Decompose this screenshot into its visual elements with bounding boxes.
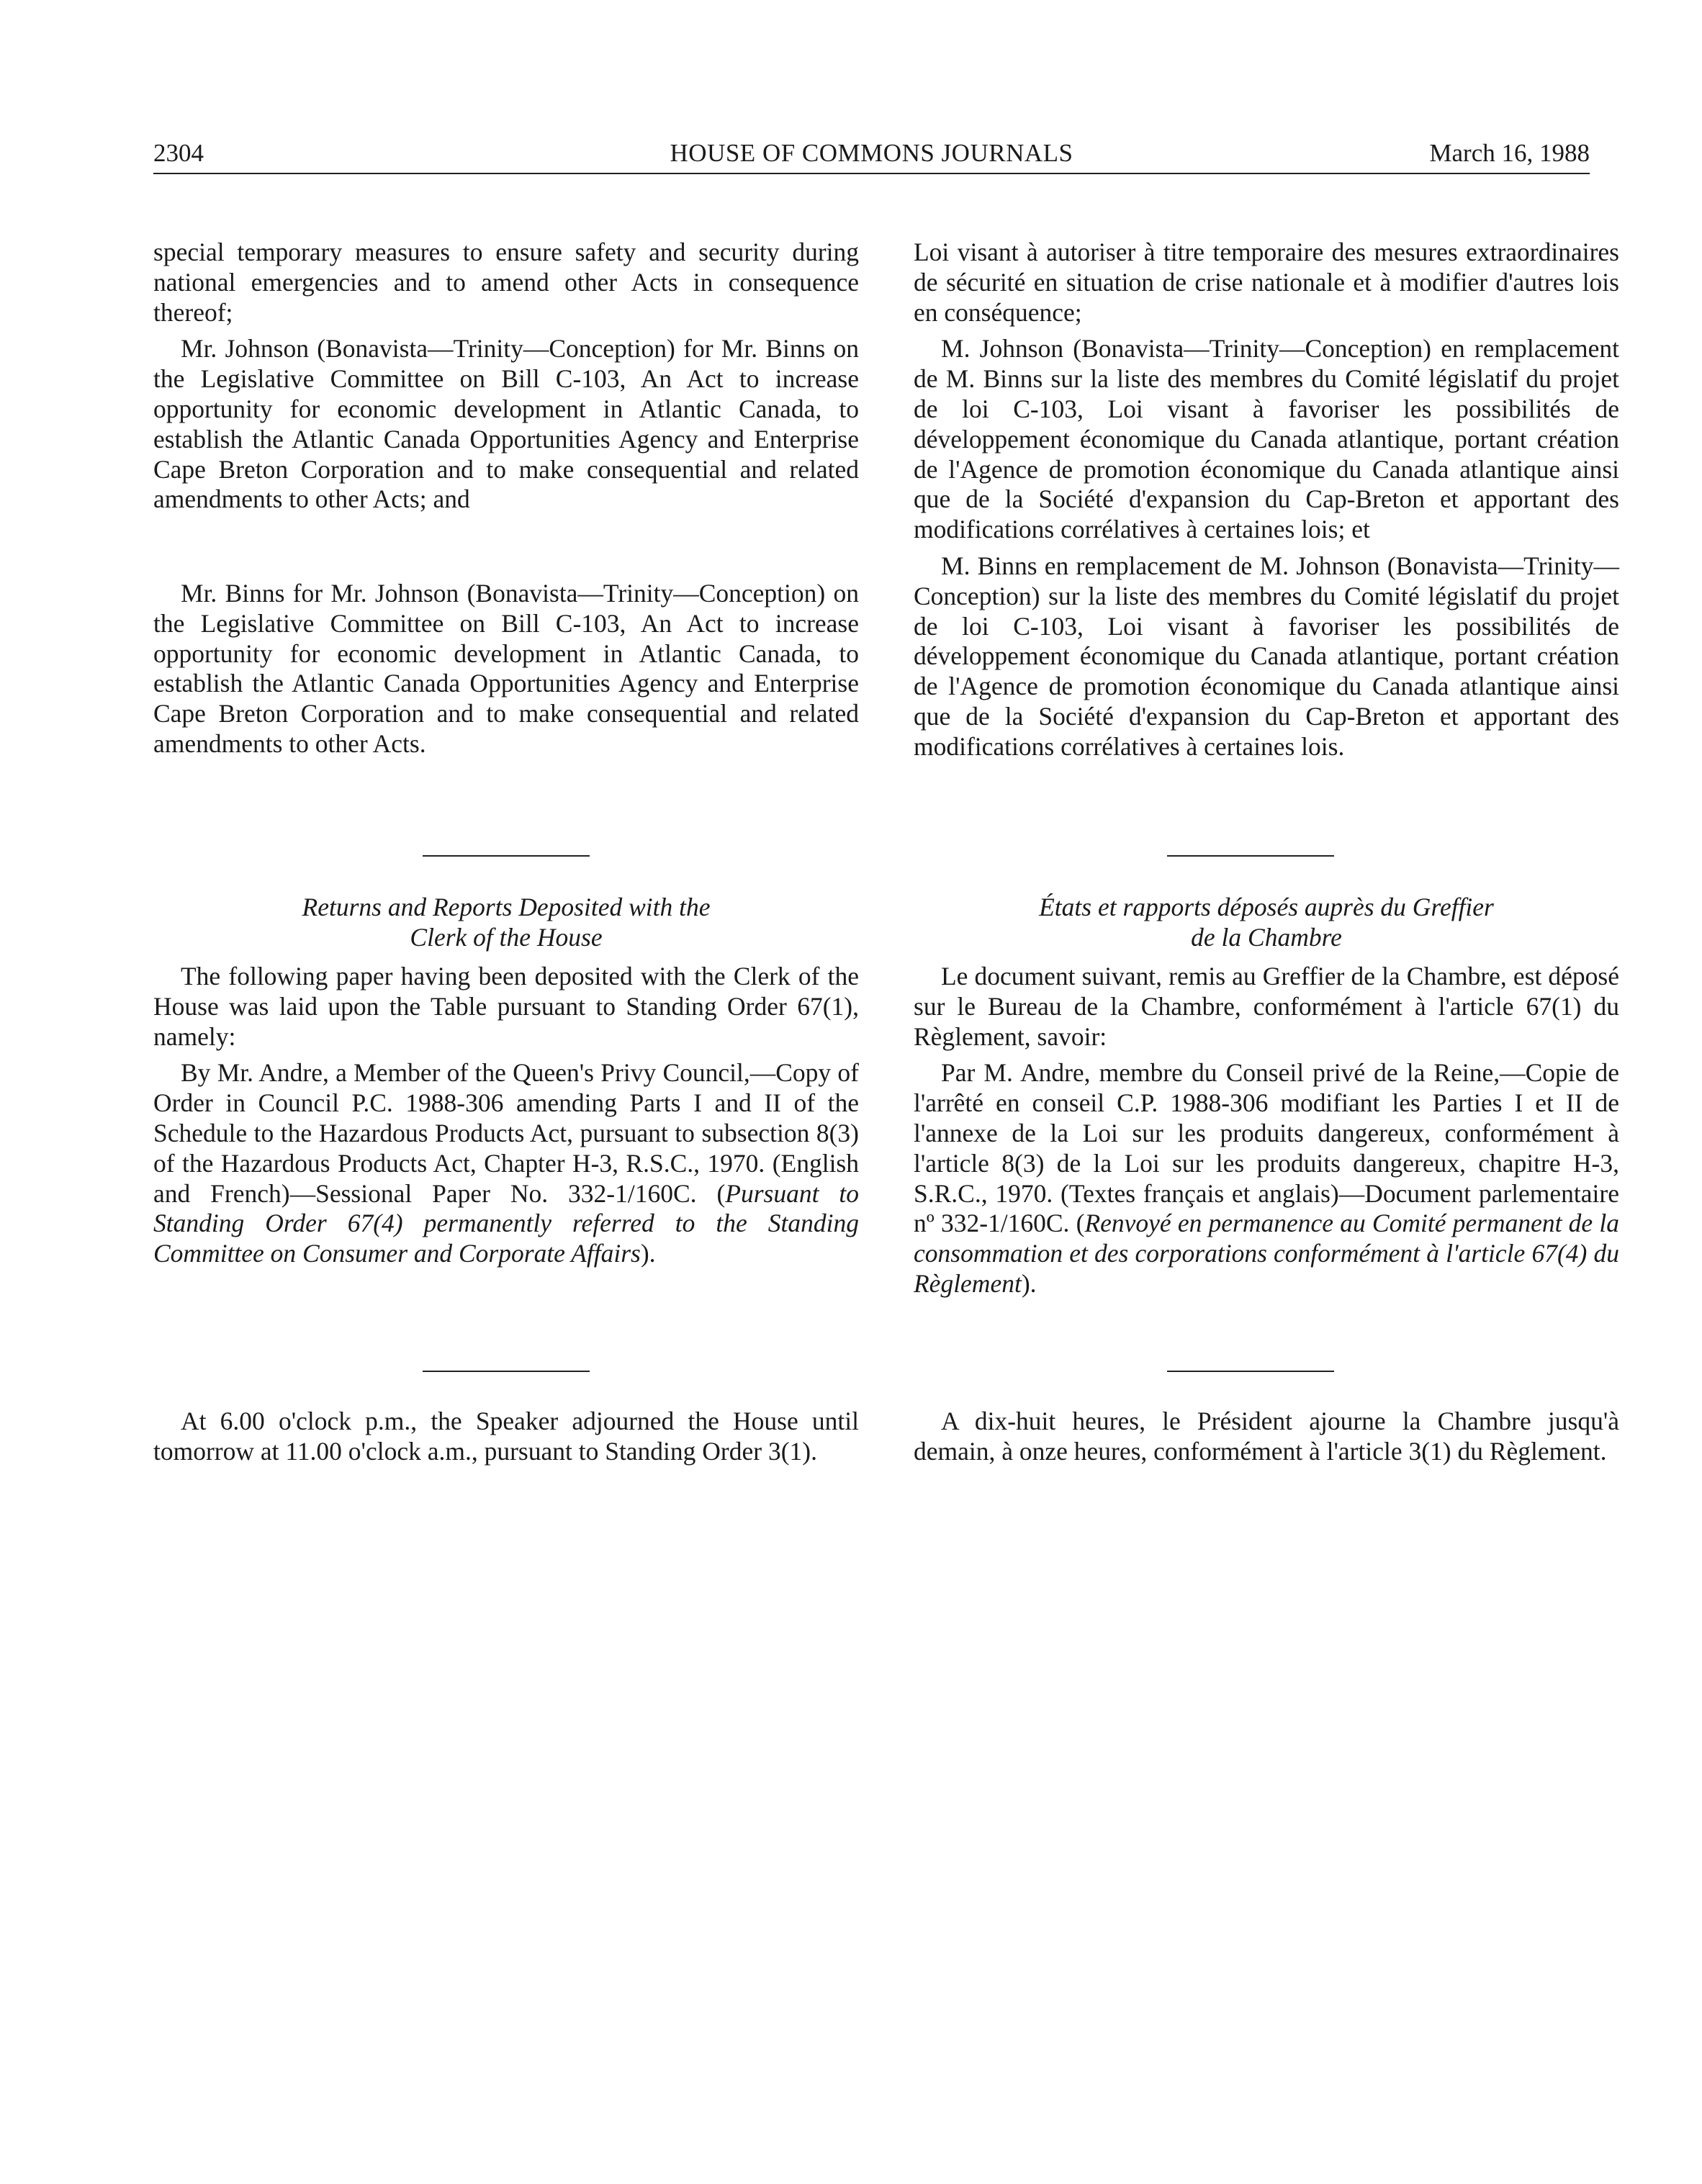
heading-line: Returns and Reports Deposited with the: [302, 893, 711, 921]
journal-date: March 16, 1988: [1429, 139, 1590, 167]
paragraph: Mr. Binns for Mr. Johnson (Bonavista—Trinity—Conception) on the Legislative Committee on Bill C-103, An Act to increase opportunity for economic development in Atlantic Canada, to establish the Atlantic Canada Opportunities Agency and Enterprise Cape Breton Corporation and to make consequential and related amendments to other Acts.: [153, 579, 859, 758]
paragraph: [914, 1058, 1619, 1299]
french-adjournment: [914, 1407, 1619, 1467]
paper-end: ).: [640, 1239, 656, 1268]
paragraph: At 6.00 o'clock p.m., the Speaker adjourned the House until tomorrow at 11.00 o'clock a.m., pursuant to Standing Order 3(1).: [153, 1407, 859, 1466]
section-divider: [1167, 855, 1334, 857]
paragraph: [153, 1058, 859, 1269]
french-column-top: [914, 238, 1619, 762]
paragraph: The following paper having been deposited with the Clerk of the House was laid upon the Table pursuant to Standing Order 67(1), namely:: [153, 962, 859, 1051]
section-divider: [1167, 1371, 1334, 1372]
paragraph: Loi visant à autoriser à titre temporaire des mesures extraordinaires de sécurité en situation de crise nationale et à modifier d'autres lois en conséquence;: [914, 238, 1619, 327]
heading-line: États et rapports déposés auprès du Greffier: [1039, 893, 1494, 921]
heading-line: de la Chambre: [1191, 922, 1342, 952]
paragraph: A dix-huit heures, le Président ajourne la Chambre jusqu'à demain, à onze heures, conformément à l'article 3(1) du Règlement.: [914, 1407, 1619, 1466]
page-header: [153, 134, 1590, 174]
paper-text: Par M. Andre, membre du Conseil privé de la Reine,—Copie de l'arrêté en conseil C.P. 1988-306 modifiant les Parties I et II de l'annexe de la Loi sur les produits dangereux, conformément à l'article 8(3) de la Loi sur les produits dangereux, chapitre H-3, S.R.C., 1970. (Textes français et anglais)—Document parlementaire nº 332-1/160C. (: [914, 1058, 1619, 1238]
referral-note: Pursuant to Standing Order 67(4) permanently referred to the Standing Committee on Consumer and Corporate Affairs: [153, 1178, 859, 1268]
paper-end: ).: [1021, 1268, 1037, 1298]
page-number: 2304: [153, 139, 204, 167]
french-returns: [914, 962, 1619, 1299]
paragraph: special temporary measures to ensure safety and security during national emergencies and to amend other Acts in consequence thereof;: [153, 238, 859, 327]
section-divider: [423, 855, 590, 857]
journal-title: HOUSE OF COMMONS JOURNALS: [670, 139, 1073, 167]
english-returns: [153, 962, 859, 1269]
english-column-top-2: [153, 579, 859, 759]
english-adjournment: [153, 1407, 859, 1467]
paragraph: M. Johnson (Bonavista—Trinity—Conception) en remplacement de M. Binns sur la liste des membres du Comité législatif du projet de loi C-103, Loi visant à favoriser les possibilités de développement économique du Canada atlantique, portant création de l'Agence de promotion économique du Canada atlantique ainsi que de la Société d'expansion du Cap-Breton et apportant des modifications corrélatives à certaines lois; et: [914, 334, 1619, 544]
section-divider: [423, 1371, 590, 1372]
paragraph: M. Binns en remplacement de M. Johnson (Bonavista—Trinity—Conception) sur la liste des membres du Comité législatif du projet de loi C-103, Loi visant à favoriser les possibilités de développement économique du Canada atlantique, portant création de l'Agence de promotion économique du Canada atlantique ainsi que de la Société d'expansion du Cap-Breton et apportant des modifications corrélatives à certaines lois.: [914, 551, 1619, 761]
paragraph: Le document suivant, remis au Greffier de la Chambre, est déposé sur le Bureau de la Chambre, conformément à l'article 67(1) du Règlement, savoir:: [914, 962, 1619, 1051]
english-column-top: [153, 238, 859, 515]
heading-line: Clerk of the House: [410, 922, 603, 952]
section-heading-french: [914, 893, 1619, 953]
paragraph: Mr. Johnson (Bonavista—Trinity—Conception) for Mr. Binns on the Legislative Committee on Bill C-103, An Act to increase opportunity for economic development in Atlantic Canada, to establish the Atlantic Canada Opportunities Agency and Enterprise Cape Breton Corporation and to make consequential and related amendments to other Acts; and: [153, 334, 859, 514]
section-heading-english: [153, 893, 859, 953]
referral-note: Renvoyé en permanence au Comité permanent de la consommation et des corporations conformément à l'article 67(4) du Règlement: [914, 1209, 1619, 1298]
paper-text: By Mr. Andre, a Member of the Queen's Privy Council,—Copy of Order in Council P.C. 1988-306 amending Parts I and II of the Schedule to the Hazardous Products Act, pursuant to subsection 8(3) of the Hazardous Products Act, Chapter H-3, R.S.C., 1970. (English and French)—Sessional Paper No. 332-1/160C. (: [153, 1058, 859, 1208]
